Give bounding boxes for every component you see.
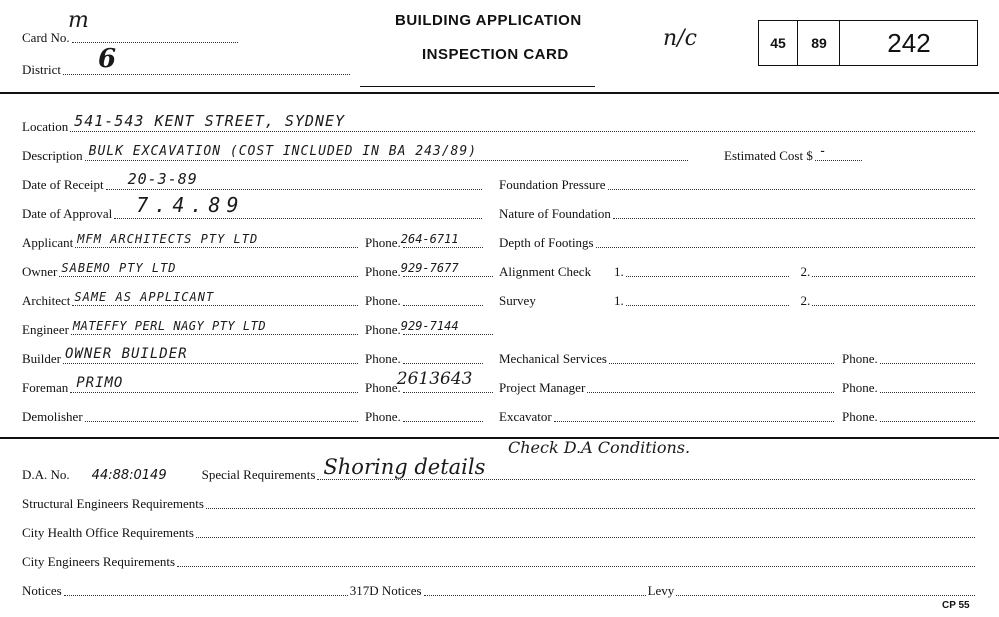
form-code: CP 55 [942,600,970,611]
builder-phone-row [365,347,485,367]
project-manager-phone-field[interactable] [880,392,975,393]
card-no-row [22,26,240,46]
location-row [22,112,977,135]
engineer-row [22,318,360,338]
location-field[interactable] [70,112,975,132]
owner-value: SABEMO PTY LTD [61,261,177,275]
excavator-phone-label: Phone. [842,409,878,424]
owner-row [22,260,360,280]
survey-field-2[interactable] [812,305,975,306]
notices-317d-field[interactable] [424,595,646,596]
applicant-phone-value: 264-6711 [400,232,459,246]
builder-value: OWNER BUILDER [65,346,188,362]
applicant-row [22,231,360,251]
structural-label: Structural Engineers Requirements [22,496,204,511]
health-row [22,521,977,541]
excavator-row [499,405,836,425]
architect-phone-row [365,289,485,309]
engineer-phone-row [365,318,495,338]
district-value: 6 [98,44,117,74]
ref-cell-1: 45 [759,21,798,65]
depth-footings-label: Depth of Footings [499,235,594,250]
estimated-cost-row [724,144,864,164]
description-field[interactable] [85,144,688,161]
applicant-phone-label: Phone. [365,235,401,250]
survey-1: 1. [614,293,624,308]
foreman-field[interactable] [70,375,358,393]
city-engineers-label: City Engineers Requirements [22,554,176,569]
foreman-row [22,376,360,396]
date-approval-label: Date of Approval [22,206,113,221]
city-engineers-row [22,550,977,570]
demolisher-label: Demolisher [22,409,83,424]
da-row [22,455,977,483]
location-value: 541-543 KENT STREET, SYDNEY [74,112,346,130]
notices-label: Notices [22,583,62,598]
nature-foundation-label: Nature of Foundation [499,206,611,221]
owner-phone-value: 929-7677 [400,261,459,275]
applicant-phone-row [365,231,485,251]
architect-field[interactable] [72,290,358,306]
header-divider [0,92,999,94]
owner-phone-field[interactable] [400,261,493,277]
ref-cell-3: 242 [887,27,931,58]
demolisher-phone-field[interactable] [403,421,483,422]
foreman-phone-label: Phone. [365,380,401,395]
excavator-label: Excavator [499,409,552,424]
date-receipt-row [22,170,484,193]
applicant-phone-field[interactable] [400,232,483,248]
title-line2: INSPECTION CARD [422,46,569,63]
district-row [22,58,352,78]
project-manager-phone-row [842,376,977,396]
builder-phone-field[interactable] [403,363,483,364]
notices-row [22,579,977,599]
ref-cell-2: 89 [799,21,840,65]
mechanical-phone-label: Phone. [842,351,878,366]
depth-footings-field[interactable] [596,247,975,248]
city-engineers-field[interactable] [177,566,975,567]
project-manager-field[interactable] [587,392,834,393]
excavator-phone-row [842,405,977,425]
applicant-label: Applicant [22,235,74,250]
health-field[interactable] [196,537,975,538]
demolisher-phone-label: Phone. [365,409,401,424]
special-requirements-label: Special Requirements [201,467,316,482]
mechanical-services-row [499,347,836,367]
foundation-pressure-row [499,173,977,193]
da-label: D.A. No. [22,467,70,482]
title-underline [360,86,595,87]
foreman-value: PRIMO [76,375,124,391]
da-value: 44:88:0149 [91,468,167,483]
excavator-field[interactable] [554,421,834,422]
excavator-phone-field[interactable] [880,421,975,422]
demolisher-phone-row [365,405,485,425]
mechanical-services-label: Mechanical Services [499,351,607,366]
estimated-cost-value: - [818,144,828,159]
date-approval-field[interactable] [114,193,482,219]
description-label: Description [22,148,83,163]
alignment-check-field-2[interactable] [812,276,975,277]
owner-phone-label: Phone. [365,264,401,279]
description-row [22,144,690,164]
alignment-check-field-1[interactable] [626,276,789,277]
architect-row [22,289,360,309]
district-label: District [22,62,61,77]
survey-row [499,289,977,309]
alignment-check-row [499,260,977,280]
reference-box [758,20,978,66]
structural-row [22,492,977,512]
project-manager-row [499,376,836,396]
card-no-value: m [68,8,89,33]
project-manager-label: Project Manager [499,380,586,395]
mechanical-phone-row [842,347,977,367]
depth-footings-row [499,231,977,251]
survey-2: 2. [800,293,811,308]
district-field[interactable] [63,74,350,75]
special-requirements-field[interactable] [317,455,975,480]
applicant-field[interactable] [75,232,358,248]
alignment-check-1: 1. [614,264,624,279]
date-receipt-value: 20-3-89 [127,170,198,188]
engineer-phone-label: Phone. [365,322,401,337]
check-da-note: Check D.A Conditions. [508,438,691,457]
builder-field[interactable] [63,346,358,364]
date-receipt-label: Date of Receipt [22,177,104,192]
foreman-phone-field[interactable] [396,369,493,393]
owner-label: Owner [22,264,58,279]
owner-phone-row [365,260,495,280]
levy-field[interactable] [676,595,975,596]
estimated-cost-label: Estimated Cost $ [724,148,813,163]
survey-field-1[interactable] [626,305,789,306]
architect-phone-field[interactable] [403,305,483,306]
foreman-phone-value: 2613643 [396,369,473,389]
architect-label: Architect [22,293,71,308]
alignment-check-2: 2. [800,264,811,279]
date-approval-row [22,193,484,222]
builder-phone-label: Phone. [365,351,401,366]
nature-foundation-row [499,202,977,222]
builder-label: Builder [22,351,61,366]
owner-field[interactable] [59,261,358,277]
date-approval-value: 7.4.89 [136,193,245,217]
mechanical-services-field[interactable] [609,363,834,364]
section-divider [0,437,999,439]
foundation-pressure-field[interactable] [608,189,975,190]
health-label: City Health Office Requirements [22,525,194,540]
demolisher-row [22,405,360,425]
date-receipt-field[interactable] [106,170,482,190]
project-manager-phone-label: Phone. [842,380,878,395]
alignment-check-label: Alignment Check [499,264,592,279]
engineer-label: Engineer [22,322,69,337]
structural-field[interactable] [206,508,975,509]
survey-label: Survey [499,293,536,308]
notices-317d-label: 317D Notices [349,583,422,598]
engineer-value: MATEFFY PERL NAGY PTY LTD [72,319,267,333]
special-requirements-value: Shoring details [323,455,486,479]
card-no-label: Card No. [22,30,70,45]
notices-field[interactable] [64,595,348,596]
engineer-field[interactable] [71,319,358,335]
foreman-phone-row [365,369,495,396]
engineer-phone-value: 929-7144 [400,319,459,333]
engineer-phone-field[interactable] [400,319,493,335]
card-no-field[interactable] [72,42,238,43]
foundation-pressure-label: Foundation Pressure [499,177,606,192]
foreman-label: Foreman [22,380,69,395]
builder-row [22,347,360,367]
title-line1: BUILDING APPLICATION [395,12,582,29]
nature-foundation-field[interactable] [613,218,975,219]
demolisher-field[interactable] [85,421,358,422]
applicant-value: MFM ARCHITECTS PTY LTD [77,232,259,246]
description-value: BULK EXCAVATION (COST INCLUDED IN BA 243/89) [88,144,478,159]
location-label: Location [22,119,69,134]
architect-value: SAME AS APPLICANT [74,290,215,304]
nc-mark: n/c [663,26,697,51]
mechanical-phone-field[interactable] [880,363,975,364]
architect-phone-label: Phone. [365,293,401,308]
levy-label: Levy [647,583,675,598]
estimated-cost-field[interactable] [815,144,862,161]
